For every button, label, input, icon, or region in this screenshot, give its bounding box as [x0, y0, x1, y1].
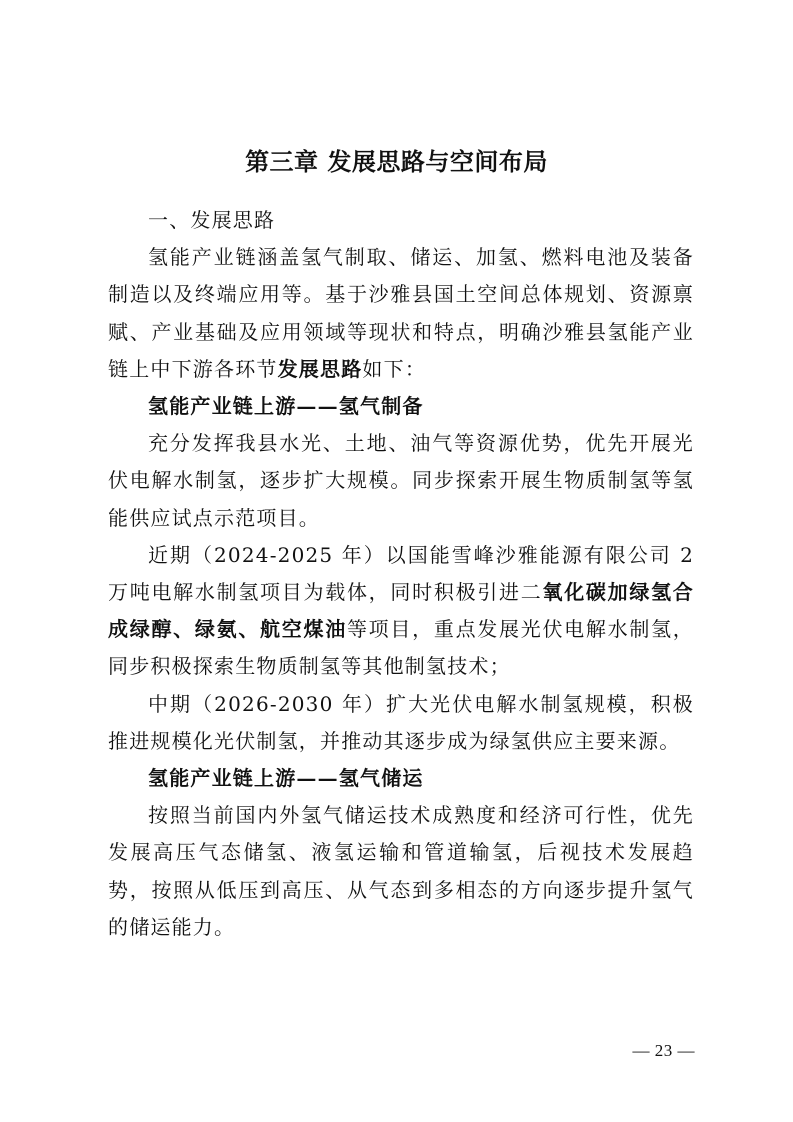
near-term-bold-text: 氧化碳加绿氢合成绿醇、绿氨、航空煤油 [108, 580, 695, 642]
subheading-storage: 氢能产业链上游——氢气储运 [148, 766, 424, 791]
production-paragraph: 充分发挥我县水光、土地、油气等资源优势，优先开展光伏电解水制氢，逐步扩大规模。同步探索开展生物质制氢等氢能供应试点示范项目。 [108, 431, 694, 530]
intro-paragraph [108, 239, 694, 388]
document-body [108, 202, 694, 946]
intro-text: 氢能产业链涵盖氢气制取、储运、加氢、燃料电池及装备制造以及终端应用等。基于沙雅县国土空间总体规划、资源禀赋、产业基础及应用领域等现状和特点，明确沙雅县氢能产业链上中下游各环节 [108, 245, 694, 381]
section-heading: 一、发展思路 [148, 208, 276, 232]
mid-term-paragraph: 中期（2026-2030 年）扩大光伏电解水制氢规模，积极推进规模化光伏制氢，并推动其逐步成为绿氢供应主要来源。 [108, 691, 694, 753]
subheading-production: 氢能产业链上游——氢气制备 [148, 394, 424, 419]
chapter-title: 第三章 发展思路与空间布局 [245, 147, 548, 176]
storage-paragraph: 按照当前国内外氢气储运技术成熟度和经济可行性，优先发展高压气态储氢、液氢运输和管道输氢，后视技术发展趋势，按照从低压到高压、从气态到多相态的方向逐步提升氢气的储运能力。 [108, 803, 694, 939]
near-term-text: 近期（2024-2025 年）以国能雪峰沙雅能源有限公司 2 万吨电解水制氢项目为载体，同时积极引进二 [108, 542, 694, 605]
near-term-paragraph [108, 537, 694, 686]
near-term-tail-text: 等项目，重点发展光伏电解水制氢，同步积极探索生物质制氢等其他制氢技术； [108, 617, 694, 679]
intro-bold-text: 发展思路 [277, 356, 363, 381]
page-number: — 23 — [632, 1041, 695, 1060]
intro-tail-text: 如下： [362, 356, 427, 381]
